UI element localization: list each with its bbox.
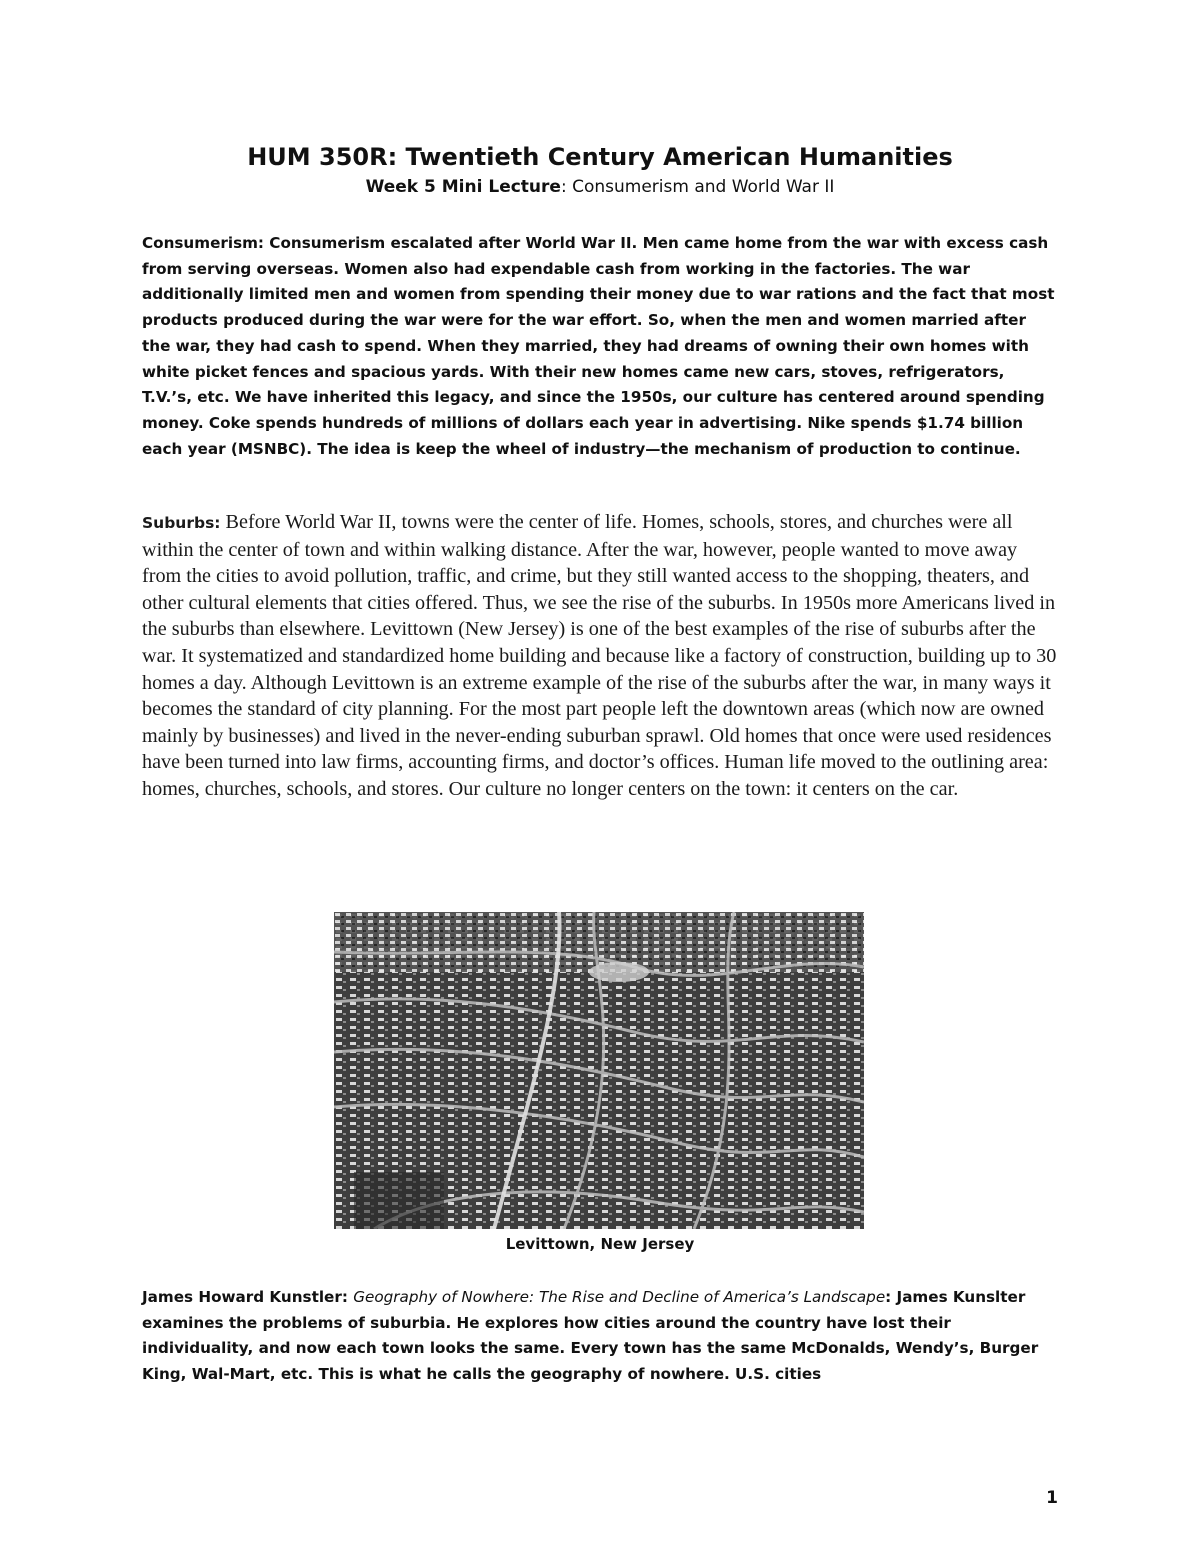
figure-caption: Levittown, New Jersey bbox=[505, 1235, 695, 1253]
subtitle-rest: : Consumerism and World War II bbox=[560, 177, 835, 197]
suburbs-text: Before World War II, towns were the center of life. Homes, schools, stores, and churches were all within the center of town and within walking distance. After the war, however, people wanted to move away from the cities to avoid pollution, traffic, and crime, but they still wanted access to the shopping, theaters, and other cultural elements that cities offered. Thus, we see the rise of the suburbs. In 1950s more Americans lived in the suburbs than elsewhere. Levittown (New Jersey) is one of the best examples of the rise of suburbs after the war. It systematized and standardized home building and because like a factory of construction, building up to 30 homes a day. Although Levittown is an extreme example of the rise of the suburbs after the war, in many ways it becomes the standard of city planning. For the most part people left the downtown areas (which now are owned mainly by businesses) and lived in the never-ending suburban sprawl. Old homes that once were used residences have been turned into law firms, accounting firms, and doctor’s offices. Human life moved to the outlining area: homes, churches, schools, and stores. Our culture no longer centers on the town: it centers on the car. bbox=[142, 511, 1057, 800]
document-subtitle bbox=[0, 173, 1200, 201]
suburbs-paragraph bbox=[142, 509, 1058, 803]
suburbs-label: Suburbs: bbox=[142, 514, 221, 532]
kunstler-text: James Kunslter examines the problems of suburbia. He explores how cities around the country have lost their individuality, and now each town looks the same. Every town has the same McDonalds, Wendy’s, Burger King, Wal-Mart, etc. This is what he calls the geography of nowhere. U.S. cities bbox=[142, 1288, 1039, 1384]
kunstler-colon: : bbox=[885, 1288, 892, 1306]
document-title: HUM 350R: Twentieth Century American Humanities bbox=[247, 143, 953, 171]
consumerism-paragraph bbox=[142, 231, 1058, 462]
kunstler-paragraph bbox=[142, 1285, 1058, 1388]
page-number: 1 bbox=[1046, 1488, 1058, 1508]
kunstler-label: James Howard Kunstler: bbox=[142, 1288, 348, 1306]
kunstler-book-title: Geography of Nowhere: The Rise and Decline of America’s Landscape bbox=[353, 1288, 886, 1306]
levittown-aerial-photo bbox=[334, 912, 864, 1229]
consumerism-label: Consumerism: bbox=[142, 234, 265, 252]
subtitle-lead: Week 5 Mini Lecture bbox=[365, 177, 561, 197]
consumerism-text: Consumerism escalated after World War II. Men came home from the war with excess cash from serving overseas. Women also had expendable cash from working in the factories. The war additionally limited men and women from spending their money due to war rations and the fact that most products produced during the war were for the war effort. So, when the men and women married after the war, they had cash to spend. When they married, they had dreams of owning their own homes with white picket fences and spacious yards. With their new homes came new cars, stoves, refrigerators, T.V.’s, etc. We have inherited this legacy, and since the 1950s, our culture has centered around spending money. Coke spends hundreds of millions of dollars each year in advertising. Nike spends $1.74 billion each year (MSNBC). The idea is keep the wheel of industry—the mechanism of production to continue. bbox=[142, 234, 1055, 458]
